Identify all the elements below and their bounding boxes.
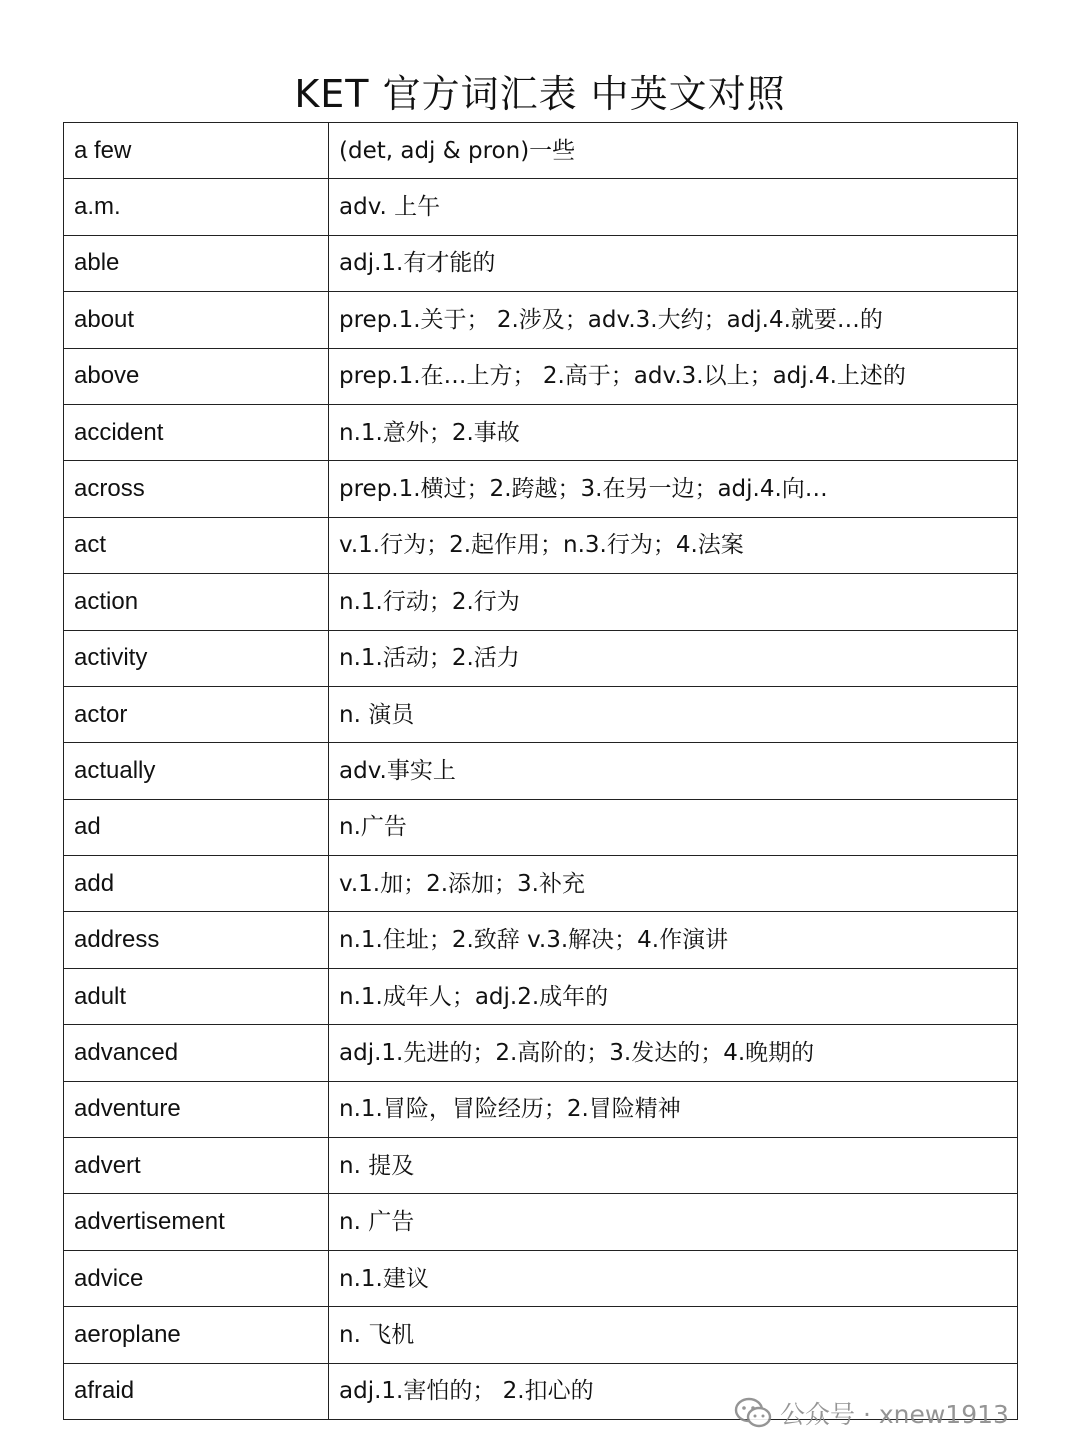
meaning-cell: (det, adj & pron)一些: [329, 123, 1018, 179]
meaning-cell: n.1.建议: [329, 1250, 1018, 1306]
meaning-cell: n.1.行动；2.行为: [329, 574, 1018, 630]
vocabulary-table-body: [64, 123, 1018, 1420]
word-cell: a.m.: [64, 179, 329, 235]
table-row: [64, 630, 1018, 686]
word-cell: aeroplane: [64, 1307, 329, 1363]
word-cell: adult: [64, 968, 329, 1024]
word-cell: ad: [64, 799, 329, 855]
word-cell: actor: [64, 686, 329, 742]
table-row: [64, 1025, 1018, 1081]
watermark-text: 公众号 · xnew1913: [780, 1400, 1009, 1429]
meaning-cell: n. 提及: [329, 1138, 1018, 1194]
table-row: [64, 179, 1018, 235]
page-title: KET 官方词汇表 中英文对照: [294, 72, 786, 116]
word-cell: about: [64, 292, 329, 348]
wechat-icon: [734, 1397, 772, 1429]
meaning-cell: n.1.住址；2.致辞 v.3.解决；4.作演讲: [329, 912, 1018, 968]
table-row: [64, 348, 1018, 404]
word-cell: activity: [64, 630, 329, 686]
meaning-cell: adv.事实上: [329, 743, 1018, 799]
table-row: [64, 856, 1018, 912]
table-row: [64, 1138, 1018, 1194]
meaning-cell: adj.1.害怕的； 2.扣心的: [329, 1363, 1018, 1419]
table-row: [64, 517, 1018, 573]
meaning-cell: prep.1.在…上方； 2.高于；adv.3.以上；adj.4.上述的: [329, 348, 1018, 404]
word-cell: act: [64, 517, 329, 573]
meaning-cell: n. 飞机: [329, 1307, 1018, 1363]
table-row: [64, 1081, 1018, 1137]
meaning-cell: n.1.冒险，冒险经历；2.冒险精神: [329, 1081, 1018, 1137]
word-cell: across: [64, 461, 329, 517]
table-row: [64, 968, 1018, 1024]
meaning-cell: v.1.加；2.添加；3.补充: [329, 856, 1018, 912]
word-cell: accident: [64, 404, 329, 460]
meaning-cell: n.广告: [329, 799, 1018, 855]
meaning-cell: v.1.行为；2.起作用；n.3.行为；4.法案: [329, 517, 1018, 573]
table-row: [64, 404, 1018, 460]
watermark: [734, 1393, 1009, 1433]
table-row: [64, 686, 1018, 742]
meaning-cell: n.1.活动；2.活力: [329, 630, 1018, 686]
word-cell: advanced: [64, 1025, 329, 1081]
meaning-cell: n.1.意外；2.事故: [329, 404, 1018, 460]
word-cell: actually: [64, 743, 329, 799]
word-cell: a few: [64, 123, 329, 179]
table-row: [64, 912, 1018, 968]
word-cell: advertisement: [64, 1194, 329, 1250]
word-cell: afraid: [64, 1363, 329, 1419]
meaning-cell: n. 演员: [329, 686, 1018, 742]
word-cell: action: [64, 574, 329, 630]
meaning-cell: adj.1.有才能的: [329, 235, 1018, 291]
word-cell: advice: [64, 1250, 329, 1306]
meaning-cell: prep.1.关于； 2.涉及；adv.3.大约；adj.4.就要…的: [329, 292, 1018, 348]
vocabulary-table: [63, 122, 1018, 1420]
word-cell: add: [64, 856, 329, 912]
table-row: [64, 1307, 1018, 1363]
table-row: [64, 1194, 1018, 1250]
table-row: [64, 1250, 1018, 1306]
meaning-cell: n. 广告: [329, 1194, 1018, 1250]
word-cell: adventure: [64, 1081, 329, 1137]
meaning-cell: n.1.成年人；adj.2.成年的: [329, 968, 1018, 1024]
meaning-cell: adj.1.先进的；2.高阶的；3.发达的；4.晚期的: [329, 1025, 1018, 1081]
meaning-cell: prep.1.横过；2.跨越；3.在另一边；adj.4.向…: [329, 461, 1018, 517]
meaning-cell: adv. 上午: [329, 179, 1018, 235]
table-row: [64, 743, 1018, 799]
table-row: [64, 574, 1018, 630]
table-row: [64, 461, 1018, 517]
word-cell: able: [64, 235, 329, 291]
table-row: [64, 799, 1018, 855]
table-row: [64, 292, 1018, 348]
word-cell: advert: [64, 1138, 329, 1194]
table-row: [64, 123, 1018, 179]
word-cell: above: [64, 348, 329, 404]
table-row: [64, 235, 1018, 291]
word-cell: address: [64, 912, 329, 968]
